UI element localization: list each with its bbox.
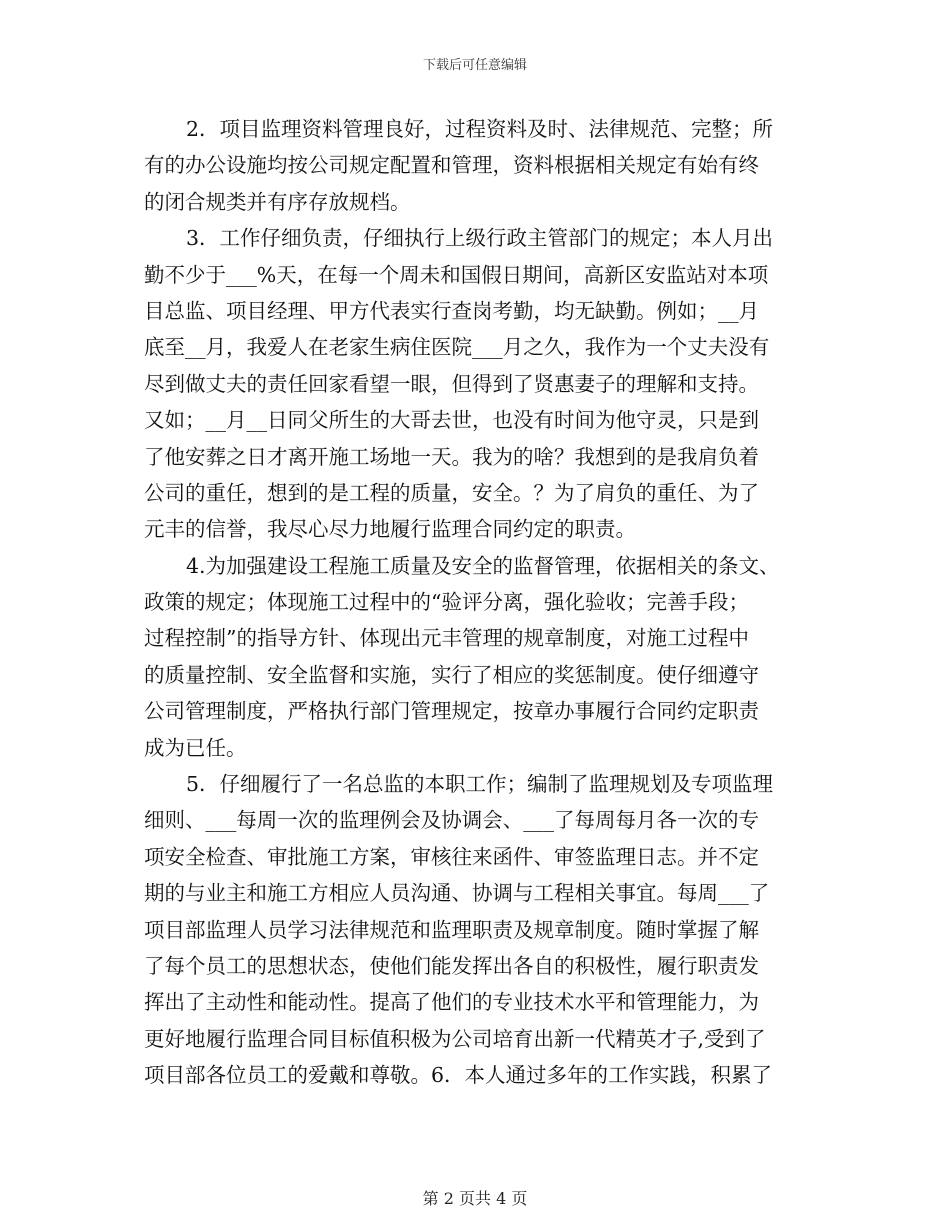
text-line: 挥出了主动性和能动性。提高了他们的专业技术水平和管理能力，为 bbox=[144, 990, 759, 1015]
text-line: 目总监、项目经理、甲方代表实行查岗考勤，均无缺勤。例如；__月 bbox=[144, 298, 759, 323]
text-line: 期的与业主和施工方相应人员沟通、协调与工程相关事宜。每周___了 bbox=[144, 881, 770, 906]
paragraph bbox=[144, 548, 812, 766]
text-line: 成为已任。 bbox=[144, 735, 247, 760]
text-line: 5．仔细履行了一名总监的本职工作；编制了监理规划及专项监理 bbox=[186, 772, 774, 797]
text-line: 更好地履行监理合同目标值积极为公司培育出新一代精英才子,受到了 bbox=[144, 1026, 766, 1051]
paragraph bbox=[144, 766, 812, 1094]
text-line: 公司的重任，想到的是工程的质量，安全。？为了肩负的重任、为了 bbox=[144, 480, 759, 505]
text-line: 政策的规定；体现施工过程中的“验评分离，强化验收；完善手段； bbox=[144, 590, 749, 615]
text-line: 了他安葬之日才离开施工场地一天。我为的啥？我想到的是我肩负着 bbox=[144, 444, 759, 469]
text-line: 元丰的信誉，我尽心尽力地履行监理合同约定的职责。 bbox=[144, 517, 636, 542]
text-line: 3．工作仔细负责，仔细执行上级行政主管部门的规定；本人月出 bbox=[186, 226, 774, 251]
document-body bbox=[144, 111, 812, 1094]
paragraph bbox=[144, 220, 812, 548]
text-line: 尽到做丈夫的责任回家看望一眼，但得到了贤惠妻子的理解和支持。 bbox=[144, 371, 759, 396]
text-line: 的质量控制、安全监督和实施，实行了相应的奖惩制度。使仔细遵守 bbox=[144, 662, 759, 687]
text-line: 项目部监理人员学习法律规范和监理职责及规章制度。随时掌握了解 bbox=[144, 917, 759, 942]
text-line: 2．项目监理资料管理良好，过程资料及时、法律规范、完整；所 bbox=[186, 117, 774, 141]
text-line: 过程控制”的指导方针、体现出元丰管理的规章制度，对施工过程中 bbox=[144, 626, 749, 651]
text-line: 的闭合规类并有序存放规档。 bbox=[144, 189, 411, 214]
text-line: 细则、___每周一次的监理例会及协调会、___了每周每月各一次的专 bbox=[144, 808, 759, 833]
paragraph bbox=[144, 111, 812, 220]
page-header: 下载后可任意编辑 bbox=[422, 58, 527, 73]
text-line: 有的办公设施均按公司规定配置和管理，资料根据相关规定有始有终 bbox=[144, 153, 759, 178]
text-line: 底至__月，我爱人在老家生病住医院___月之久，我作为一个丈夫没有 bbox=[144, 335, 770, 360]
text-line: 了每个员工的思想状态，使他们能发挥出各自的积极性，履行职责发 bbox=[144, 953, 759, 978]
text-line: 公司管理制度，严格执行部门管理规定，按章办事履行合同约定职责 bbox=[144, 699, 759, 724]
text-line: 项目部各位员工的爱戴和尊敬。6．本人通过多年的工作实践，积累了 bbox=[144, 1063, 773, 1088]
text-line: 4.为加强建设工程施工质量及安全的监督管理，依据相关的条文、 bbox=[186, 553, 780, 578]
text-line: 项安全检查、审批施工方案，审核往来函件、审签监理日志。并不定 bbox=[144, 844, 759, 869]
text-line: 又如；__月__日同父所生的大哥去世，也没有时间为他守灵，只是到 bbox=[144, 408, 759, 433]
page-footer: 第 2 页共 4 页 bbox=[422, 1189, 528, 1208]
text-line: 勤不少于___%天，在每一个周未和国假日期间，高新区安监站对本项 bbox=[144, 262, 769, 287]
